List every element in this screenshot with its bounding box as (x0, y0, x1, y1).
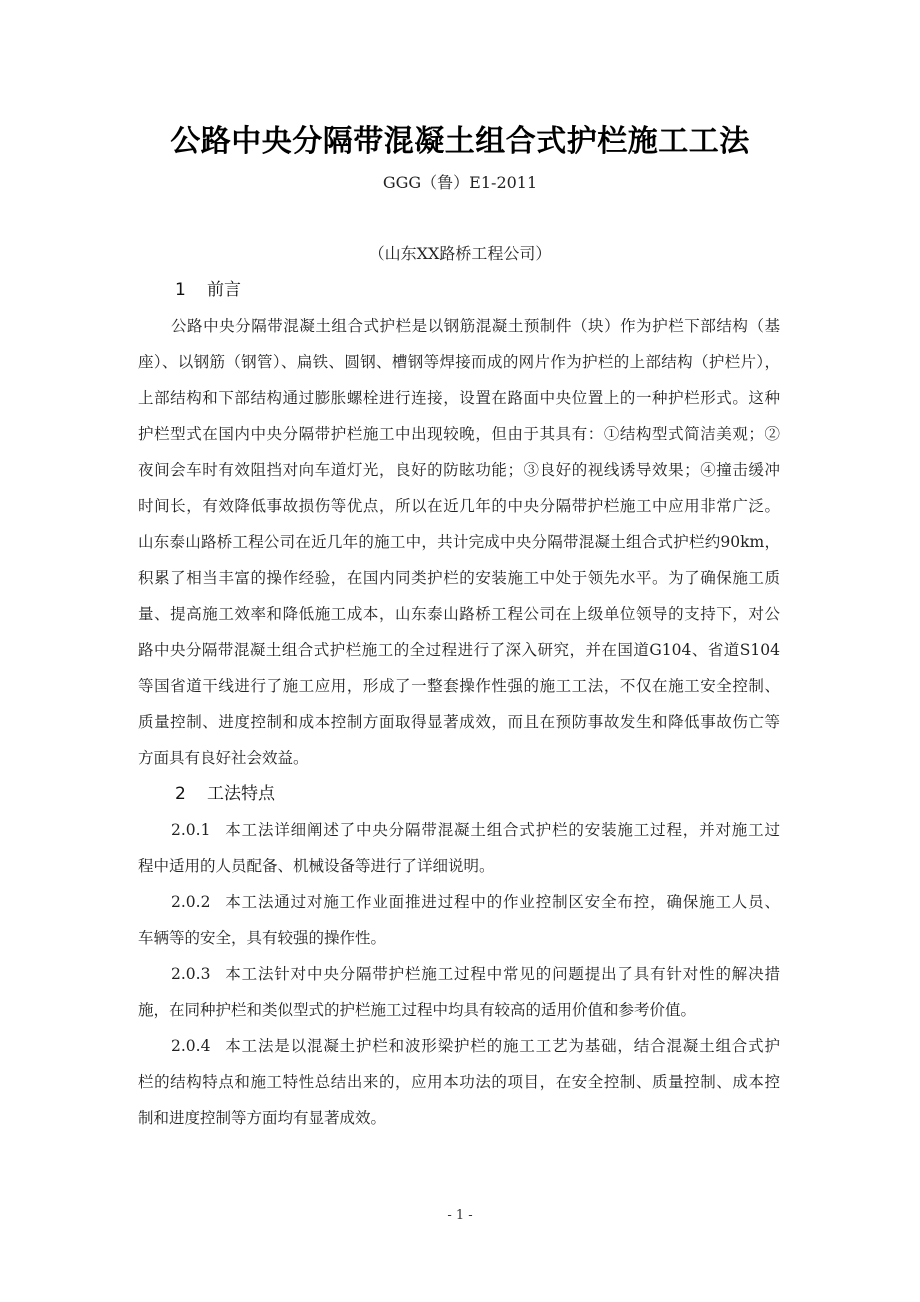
text-line: 公路中央分隔带混凝土组合式护栏是以钢筋混凝土预制件（块）作为护栏下部结构（基 (171, 317, 780, 335)
clause-number: 2.0.1 (171, 821, 211, 839)
text-line: 上部结构和下部结构通过膨胀螺栓进行连接，设置在路面中央位置上的一种护栏形式。这种 (138, 389, 780, 407)
text-line (138, 956, 780, 992)
text-line (138, 884, 780, 920)
text-line: 护栏型式在国内中央分隔带护栏施工中出现较晚，但由于其具有：①结构型式简洁美观；② (138, 425, 780, 443)
text-line: 路中央分隔带混凝土组合式护栏施工的全过程进行了深入研究，并在国道G104、省道S104 (138, 641, 780, 659)
paragraph (138, 308, 780, 776)
section-title: 前言 (207, 280, 241, 300)
text-line: 座）、以钢筋（钢管）、扁铁、圆钢、槽钢等焊接而成的网片作为护栏的上部结构（护栏片）， (138, 353, 780, 371)
text-line (138, 1028, 780, 1064)
paragraph-2-0-2 (138, 884, 780, 956)
text-line: 方面具有良好社会效益。 (138, 749, 309, 767)
document-title: 公路中央分隔带混凝土组合式护栏施工工法 (170, 124, 750, 159)
standard-code: GGG（鲁）E1-2011 (382, 173, 538, 192)
clause-text: 本工法针对中央分隔带护栏施工过程中常见的问题提出了具有针对性的解决措 (224, 965, 780, 983)
text-line: 山东泰山路桥工程公司在近几年的施工中，共计完成中央分隔带混凝土组合式护栏约90km， (138, 533, 780, 551)
clause-number: 2.0.4 (171, 1037, 211, 1055)
organization-name: （山东XX路桥工程公司） (368, 244, 552, 263)
clause-text: 本工法详细阐述了中央分隔带混凝土组合式护栏的安装施工过程，并对施工过 (224, 821, 780, 839)
text-line: 质量控制、进度控制和成本控制方面取得显著成效，而且在预防事故发生和降低事故伤亡等 (138, 713, 780, 731)
text-line: 等国省道干线进行了施工应用，形成了一整套操作性强的施工工法，不仅在施工安全控制、 (138, 677, 780, 695)
section-title: 工法特点 (207, 784, 275, 804)
text-line: 车辆等的安全，具有较强的操作性。 (138, 929, 387, 947)
clause-text: 本工法通过对施工作业面推进过程中的作业控制区安全布控，确保施工人员、 (224, 893, 780, 911)
paragraph-2-0-1 (138, 812, 780, 884)
section-heading (138, 776, 780, 812)
clause-text: 本工法是以混凝土护栏和波形梁护栏的施工工艺为基础，结合混凝土组合式护 (224, 1037, 780, 1055)
section-number: 1 (175, 280, 186, 300)
page-number: - 1 - (447, 1208, 473, 1223)
paragraph-2-0-3 (138, 956, 780, 1028)
section-1 (138, 272, 780, 776)
section-2 (138, 776, 780, 1136)
clause-number: 2.0.3 (171, 965, 211, 983)
text-line (138, 812, 780, 848)
text-line: 栏的结构特点和施工特性总结出来的，应用本功法的项目，在安全控制、质量控制、成本控 (138, 1073, 780, 1091)
section-number: 2 (175, 784, 186, 804)
paragraph-2-0-4 (138, 1028, 780, 1136)
clause-number: 2.0.2 (171, 893, 211, 911)
text-line: 夜间会车时有效阻挡对向车道灯光，良好的防眩功能；③良好的视线诱导效果；④撞击缓冲 (138, 461, 780, 479)
text-line: 积累了相当丰富的操作经验，在国内同类护栏的安装施工中处于领先水平。为了确保施工质 (138, 569, 780, 587)
text-line: 施，在同种护栏和类似型式的护栏施工过程中均具有较高的适用价值和参考价值。 (138, 1001, 697, 1019)
text-line: 制和进度控制等方面均有显著成效。 (138, 1109, 387, 1127)
text-line: 程中适用的人员配备、机械设备等进行了详细说明。 (138, 857, 495, 875)
section-heading (138, 272, 780, 308)
text-line: 量、提高施工效率和降低施工成本，山东泰山路桥工程公司在上级单位领导的支持下，对公 (138, 605, 780, 623)
text-line: 时间长，有效降低事故损伤等优点，所以在近几年的中央分隔带护栏施工中应用非常广泛。 (138, 497, 780, 515)
